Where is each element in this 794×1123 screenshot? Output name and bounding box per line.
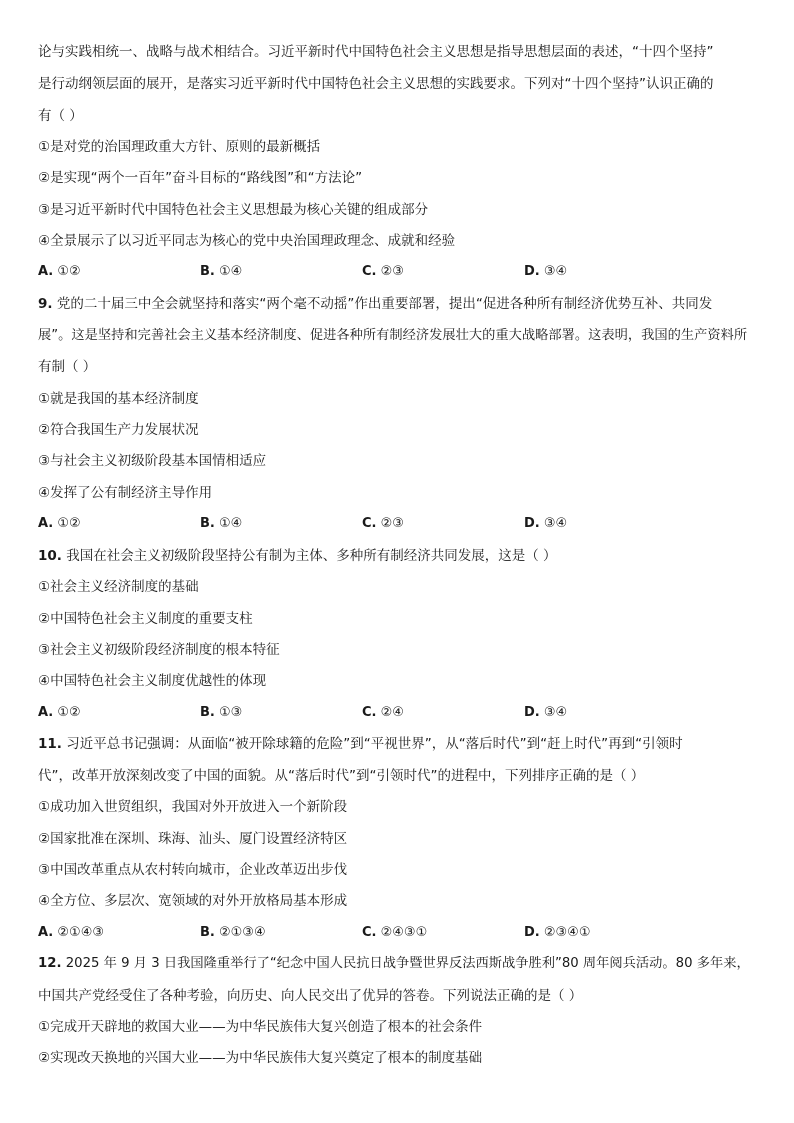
q10-choice-c[interactable] xyxy=(362,703,404,723)
q9-option-1: ①就是我国的基本经济制度 xyxy=(38,391,199,407)
q8-choice-d[interactable] xyxy=(524,262,567,282)
choice-text: ③④ xyxy=(543,264,568,279)
choice-letter: B. xyxy=(200,516,215,531)
q11-option-2: ②国家批准在深圳、珠海、汕头、厦门设置经济特区 xyxy=(38,831,348,847)
q11-stem-line-1 xyxy=(38,734,758,754)
q10-stem-text: 我国在社会主义初级阶段坚持公有制为主体、多种所有制经济共同发展，这是（ ） xyxy=(66,548,557,564)
q9-option-2: ②符合我国生产力发展状况 xyxy=(38,422,199,438)
q11-number: 11. xyxy=(38,736,62,752)
q10-choice-b[interactable] xyxy=(200,703,242,723)
choice-text: ②③ xyxy=(380,516,404,531)
q12-option-2: ②实现改天换地的兴国大业——为中华民族伟大复兴奠定了根本的制度基础 xyxy=(38,1050,483,1066)
choice-letter: A. xyxy=(38,925,54,940)
q8-choices xyxy=(38,262,758,282)
choice-text: ①④ xyxy=(219,264,243,279)
choice-letter: D. xyxy=(524,705,540,720)
choice-letter: B. xyxy=(200,925,215,940)
q11-choice-c[interactable] xyxy=(362,923,427,943)
choice-letter: B. xyxy=(200,705,215,720)
choice-letter: A. xyxy=(38,516,54,531)
choice-text: ②③ xyxy=(380,264,404,279)
q10-choices xyxy=(38,703,758,723)
q11-choice-b[interactable] xyxy=(200,923,266,943)
q12-stem-text: 2025 年 9 月 3 日我国隆重举行了“纪念中国人民抗日战争暨世界反法西斯战争胜利”80 周年阅兵活动。80 多年来， xyxy=(65,956,750,971)
q9-choice-d[interactable] xyxy=(524,514,567,534)
choice-text: ①② xyxy=(57,264,81,279)
q11-stem-text: 习近平总书记强调：从面临“被开除球籍的危险”到“平视世界”，从“落后时代”到“赶上时代”再到“引领时 xyxy=(66,736,683,752)
choice-letter: B. xyxy=(200,264,215,279)
q9-stem-text: 党的二十届三中全会就坚持和落实“两个毫不动摇”作出重要部署，提出“促进各种所有制经济优势互补、共同发 xyxy=(56,296,713,312)
q11-option-3: ③中国改革重点从农村转向城市，企业改革迈出步伐 xyxy=(38,862,348,878)
choice-letter: D. xyxy=(524,516,540,531)
choice-letter: C. xyxy=(362,705,377,720)
q10-number: 10. xyxy=(38,548,62,564)
q8-option-4: ④全景展示了以习近平同志为核心的党中央治国理政理念、成就和经验 xyxy=(38,233,456,249)
q8-option-3: ③是习近平新时代中国特色社会主义思想最为核心关键的组成部分 xyxy=(38,202,429,218)
q8-stem-line-3: 有（ ） xyxy=(38,108,83,124)
choice-letter: C. xyxy=(362,925,377,940)
q10-choice-a[interactable] xyxy=(38,703,81,723)
choice-letter: C. xyxy=(362,264,377,279)
choice-text: ①③ xyxy=(219,705,243,720)
choice-letter: D. xyxy=(524,264,540,279)
q8-choice-b[interactable] xyxy=(200,262,242,282)
choice-text: ①② xyxy=(57,516,81,531)
q10-choice-d[interactable] xyxy=(524,703,567,723)
choice-text: ③④ xyxy=(543,516,568,531)
q8-stem-line-2: 是行动纲领层面的展开，是落实习近平新时代中国特色社会主义思想的实践要求。下列对“十四个坚持”认识正确的 xyxy=(38,76,714,92)
q11-choice-a[interactable] xyxy=(38,923,104,943)
q9-choice-a[interactable] xyxy=(38,514,81,534)
q9-choice-c[interactable] xyxy=(362,514,404,534)
choice-text: ③④ xyxy=(543,705,568,720)
q12-stem-line-2: 中国共产党经受住了各种考验，向历史、向人民交出了优异的答卷。下列说法正确的是（ ） xyxy=(38,988,583,1004)
choice-text: ②④③① xyxy=(380,925,428,940)
choice-text: ①④ xyxy=(219,516,243,531)
choice-text: ②①④③ xyxy=(57,925,105,940)
choice-letter: A. xyxy=(38,705,54,720)
choice-letter: D. xyxy=(524,925,540,940)
choice-letter: C. xyxy=(362,516,377,531)
q8-choice-c[interactable] xyxy=(362,262,404,282)
q8-choice-a[interactable] xyxy=(38,262,81,282)
q10-option-3: ③社会主义初级阶段经济制度的根本特征 xyxy=(38,642,280,658)
choice-text: ②④ xyxy=(380,705,404,720)
q8-option-2: ②是实现“两个一百年”奋斗目标的“路线图”和“方法论” xyxy=(38,170,363,186)
q12-option-1: ①完成开天辟地的救国大业——为中华民族伟大复兴创造了根本的社会条件 xyxy=(38,1019,483,1035)
q9-choices xyxy=(38,514,758,534)
q11-option-1: ①成功加入世贸组织，我国对外开放进入一个新阶段 xyxy=(38,799,348,815)
q8-option-1: ①是对党的治国理政重大方针、原则的最新概括 xyxy=(38,139,321,155)
choice-text: ①② xyxy=(57,705,81,720)
q9-option-3: ③与社会主义初级阶段基本国情相适应 xyxy=(38,453,267,469)
choice-text: ②①③④ xyxy=(219,925,266,940)
q11-choice-d[interactable] xyxy=(524,923,591,943)
q10-stem-line-1 xyxy=(38,546,758,566)
choice-text: ②③④① xyxy=(543,925,591,940)
choice-letter: A. xyxy=(38,264,54,279)
q12-number: 12. xyxy=(38,956,62,971)
q9-stem-line-3: 有制（ ） xyxy=(38,359,97,375)
q10-option-4: ④中国特色社会主义制度优越性的体现 xyxy=(38,673,267,689)
q11-choices xyxy=(38,923,758,943)
q9-option-4: ④发挥了公有制经济主导作用 xyxy=(38,485,213,501)
q9-choice-b[interactable] xyxy=(200,514,242,534)
q11-stem-line-2: 代”，改革开放深刻改变了中国的面貌。从“落后时代”到“引领时代”的进程中，下列排序正确的是（ ） xyxy=(38,768,645,784)
q9-stem-line-2: 展”。这是坚持和完善社会主义基本经济制度、促进各种所有制经济发展壮大的重大战略部署。这表明，我国的生产资料所 xyxy=(38,328,748,343)
q11-option-4: ④全方位、多层次、宽领域的对外开放格局基本形成 xyxy=(38,893,348,909)
q12-stem-line-1 xyxy=(38,954,758,974)
q8-stem-line-1: 论与实践相统一、战略与战术相结合。习近平新时代中国特色社会主义思想是指导思想层面的表述，“十四个坚持” xyxy=(38,44,714,60)
q10-option-1: ①社会主义经济制度的基础 xyxy=(38,579,199,595)
q9-stem-line-1 xyxy=(38,294,758,314)
q9-number: 9. xyxy=(38,296,53,312)
q10-option-2: ②中国特色社会主义制度的重要支柱 xyxy=(38,611,253,627)
